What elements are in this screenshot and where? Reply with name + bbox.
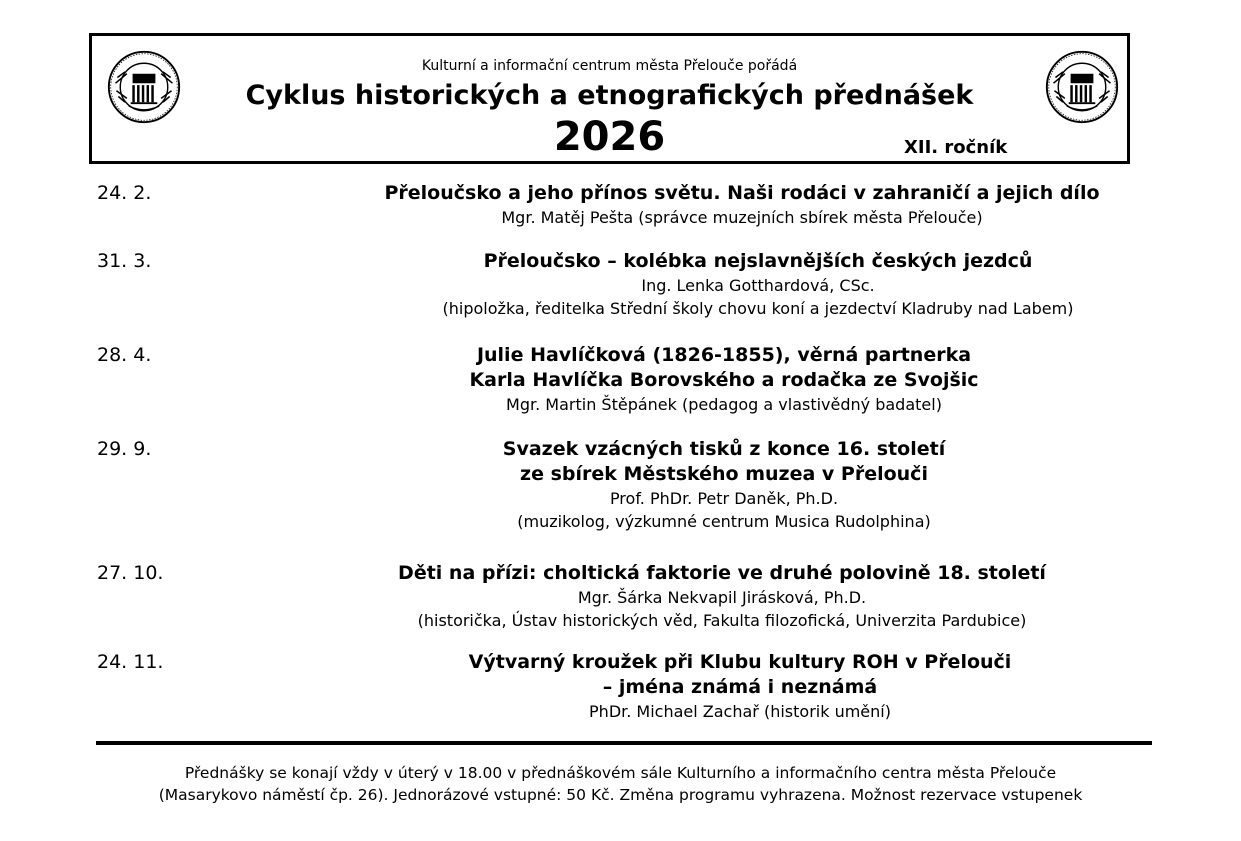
event-speaker: Mgr. Matěj Pešta (správce muzejních sbírek města Přelouče) xyxy=(501,208,983,227)
event-text xyxy=(342,181,1142,229)
cycle-title: Cyklus historických a etnografických přednášek xyxy=(245,80,974,111)
event-title-line-2: – jména známá i neznámá xyxy=(602,676,878,698)
header-box xyxy=(89,33,1130,164)
event-text xyxy=(340,650,1140,723)
organizer-line: Kulturní a informační centrum města Přelouče pořádá xyxy=(421,58,798,74)
event-speaker: Prof. PhDr. Petr Daněk, Ph.D. xyxy=(609,489,839,508)
event-date: 24. 2. xyxy=(97,182,152,204)
year: 2026 xyxy=(553,114,666,160)
footer-divider xyxy=(96,741,1152,745)
event-date: 31. 3. xyxy=(97,250,152,272)
event-title: Svazek vzácných tisků z konce 16. století xyxy=(502,438,946,460)
event-speaker: Ing. Lenka Gotthardová, CSc. xyxy=(641,276,875,295)
event-date: 29. 9. xyxy=(97,438,152,460)
event-speaker-affiliation: (muzikolog, výzkumné centrum Musica Rudolphina) xyxy=(517,512,931,531)
footer-line-1: Přednášky se konají vždy v úterý v 18.00 v přednáškovém sále Kulturního a informačního centra města Přelouče xyxy=(184,764,1057,782)
event-speaker: Mgr. Šárka Nekvapil Jirásková, Ph.D. xyxy=(577,588,867,607)
event-title: Přeloučsko a jeho přínos světu. Naši rodáci v zahraničí a jejich dílo xyxy=(384,182,1100,204)
footer-line-2: (Masarykovo náměstí čp. 26). Jednorázové vstupné: 50 Kč. Změna programu vyhrazena. Možnost rezervace vstupenek xyxy=(158,786,1083,804)
event-speaker: PhDr. Michael Zachař (historik umění) xyxy=(589,702,891,721)
event-title: Julie Havlíčková (1826-1855), věrná partnerka xyxy=(476,344,972,366)
event-text xyxy=(358,249,1158,320)
event-title-line-2: Karla Havlíčka Borovského a rodačka ze Svojšic xyxy=(469,369,979,391)
event-text xyxy=(324,343,1124,416)
event-title: Výtvarný kroužek při Klubu kultury ROH v Přelouči xyxy=(468,651,1012,673)
town-seal-icon xyxy=(1044,49,1120,125)
event-date: 28. 4. xyxy=(97,344,152,366)
event-date: 24. 11. xyxy=(97,651,164,673)
event-speaker: Mgr. Martin Štěpánek (pedagog a vlastivědný badatel) xyxy=(506,395,942,414)
event-text xyxy=(324,437,1124,533)
event-title: Přeloučsko – kolébka nejslavnějších českých jezdců xyxy=(483,250,1033,272)
event-title: Děti na přízi: choltická faktorie ve druhé polovině 18. století xyxy=(398,562,1046,584)
event-title-line-2: ze sbírek Městského muzea v Přelouči xyxy=(520,463,928,485)
event-date: 27. 10. xyxy=(97,562,164,584)
event-speaker-affiliation: (hipoložka, ředitelka Střední školy chovu koní a jezdectví Kladruby nad Labem) xyxy=(442,299,1074,318)
event-text xyxy=(322,561,1122,632)
footer-note xyxy=(0,762,1241,806)
event-speaker-affiliation: (historička, Ústav historických věd, Fakulta filozofická, Univerzita Pardubice) xyxy=(417,611,1027,630)
volume-label: XII. ročník xyxy=(904,137,1008,158)
